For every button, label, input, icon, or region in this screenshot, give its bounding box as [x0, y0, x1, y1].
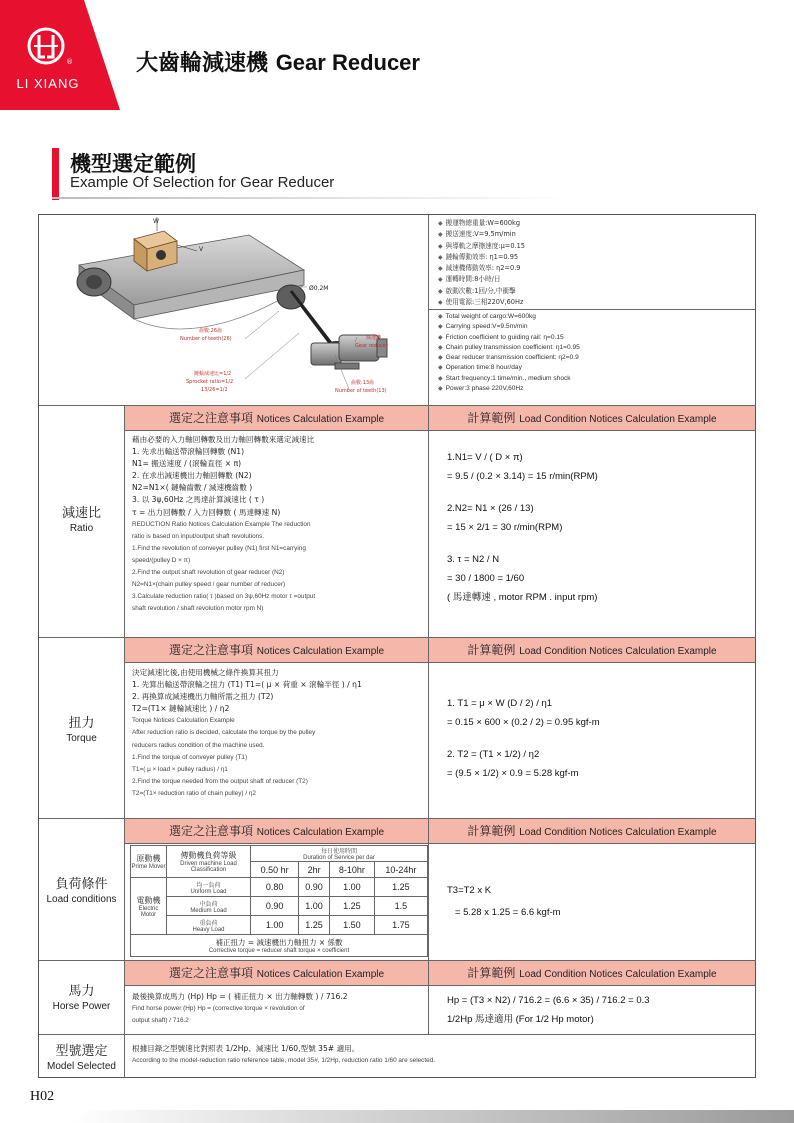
spec-item: ◆ Total weight of cargo:W=600kg [438, 313, 536, 320]
page-title-en: Gear Reducer [275, 50, 420, 75]
factor-cell: 1.5 [374, 897, 427, 916]
factor-cell: 1.25 [329, 897, 374, 916]
bullet-icon: ◆ [438, 355, 443, 362]
sprocket-calc: 13/26=1/2 [201, 387, 228, 393]
factor-cell: 0.80 [251, 878, 299, 897]
teeth13-en: Number of teeth(13) [335, 388, 387, 394]
load-calc: T3=T2 x K = 5.28 x 1.25 = 6.6 kgf-m [447, 885, 561, 918]
bullet-icon: ◆ [438, 314, 443, 320]
calc-header: 計算範例 Load Condition Notices Calculation Example [429, 819, 755, 843]
spec-item: ◆ 使用電源:三相220V,60Hz [438, 298, 524, 307]
row-divider [124, 843, 756, 844]
factor-cell: 1.00 [251, 916, 299, 935]
page-code: H02 [30, 1089, 55, 1104]
load-factor-table [130, 845, 428, 957]
torque-notes: 決定減速比後,由使用機械之條件換算其扭力 1. 先算出輸送帶滾輪之扭力 (T1) T1=( μ × 荷重 × 滾輪半徑 ) / η1 2. 再換算成減速機出力軸所需之扭力 (T2) T2=(T1× 鏈輪減速比 ) / η2 Torque Notices Calculation Example After reduction ratio is decided, calculate the torque by the pulley reducers radius condition of the machine used. 1.Find the torque of conveyer pulley (T1) T1=( μ × load × pulley radius) / η1 2.Find the torque needed from the output shaft of reducer (T2) T2=(T1× reduction ratio of chain pulley) / η2 [132, 668, 362, 797]
weight-label: W [153, 218, 159, 225]
notes-header: 選定之注意事項 Notices Calculation Example [125, 638, 428, 662]
duration-header: 每日使用時間 Duration of Service per dar [251, 846, 428, 862]
factor-cell: 0.90 [299, 878, 330, 897]
bullet-icon: ◆ [438, 386, 443, 393]
spec-item: ◆ Chain pulley transmission coefficient: η1=0.95 [438, 343, 580, 351]
bullet-icon: ◆ [438, 242, 443, 250]
teeth26-zh: 齒數:26齒 [199, 328, 223, 334]
bullet-icon: ◆ [438, 265, 443, 273]
calc-header: 計算範例 Load Condition Notices Calculation Example [429, 638, 755, 662]
torque-calc: 1. T1 = μ × W (D / 2) / η1 = 0.15 × 600 × (0.2 / 2) = 0.95 kgf-m 2. T2 = (T1 × 1/2) / η2 = (9.5 × 1/2) × 0.9 = 5.28 kgf-m [447, 698, 600, 779]
model-text: 根據目錄之型號速比對照表 1/2Hp、減速比 1/60,型號 35# 適用。 According to the model-reduction ratio reference table, model 35#, 1/2Hp, reduction ratio 1/60 are selected. [132, 1044, 436, 1065]
load-class-cell: 中負荷 Medium Load [167, 897, 251, 916]
calc-header: 計算範例 Load Condition Notices Calculation Example [429, 961, 755, 985]
spec-item: ◆ 搬運物總重量:W=600kg [438, 219, 521, 227]
registered-mark: ® [66, 58, 73, 66]
notes-header: 選定之注意事項 Notices Calculation Example [125, 819, 428, 843]
ratio-notes: 藉由必要的入力軸回轉數及出力軸回轉數來選定減速比 1. 先求出輸送帶滾輪回轉數 (N1) N1= 搬送速度 / (滾輪直徑 × π) 2. 在求出減速機出力軸回轉數 (N2) N2=N1×( 鏈輪齒數 / 減速機齒數 ) 3. 以 3ψ,60Hz 之馬達計算減速比 ( τ ) τ = 出力回轉數 / 入力回轉數 ( 馬達轉速 N) REDUCTION Ratio Notices Calculation Example The reduction ratio is based on input/output shaft revolutions. 1.Find the revolution of conveyer pulley (N1) first N1=carrying speed/(pulley D × π) 2.Find the output shaft revolution of gear reducer (N2) N2=N1×(chain pulley speed / gear number of reducer) 3.Calculate reduction ratio( τ )based on 3ψ,60Hz motor τ =output shaft revolution / shaft revolution motor rpm N) [132, 435, 316, 613]
sprocket-zh: 鏈輪減速比=1/2 [194, 371, 232, 377]
brand-name: LI XIANG [16, 76, 80, 91]
corrective-torque-note: 補正扭力 = 減速機出力軸扭力 × 係數 Corrective torque = reducer shaft torque × coefficient [131, 935, 428, 957]
section-title-en: Example Of Selection for Gear Reducer [70, 174, 335, 191]
ratio-label: 減速比 Ratio [61, 506, 101, 534]
spec-item: ◆ 啟動次數:1回/分,中衝擊 [438, 286, 516, 295]
notes-header: 選定之注意事項 Notices Calculation Example [125, 961, 428, 985]
bullet-icon: ◆ [438, 253, 443, 261]
spec-item: ◆ Friction coefficient to guiding rail: η=0.15 [438, 333, 564, 341]
spec-item: ◆ 運轉時間:8小時/日 [438, 275, 501, 284]
teeth26-en: Number of teeth(26) [180, 336, 232, 342]
factor-cell: 1.75 [374, 916, 427, 935]
model-label: 型號選定 Model Selected [47, 1044, 116, 1072]
sprocket-en: Sprocket ratio=1/2 [186, 379, 234, 385]
speed-label: V [199, 246, 204, 253]
page-title-zh: 大齒輪減速機 [136, 51, 269, 76]
hours-cell: 2hr [299, 862, 330, 878]
spec-item: ◆ 鏈輪傳動效率: η1=0.95 [438, 252, 519, 261]
bullet-icon: ◆ [438, 220, 443, 227]
spec-item: ◆ Power:3 phase 220V,60Hz [438, 385, 524, 393]
prime-mover-header: 原動機 Prime Mover [131, 846, 167, 878]
factor-cell: 1.00 [299, 897, 330, 916]
ratio-calc: 1.N1= V / ( D × π) = 9.5 / (0.2 × 3.14) = 15 r/min(RPM) 2.N2= N1 × (26 / 13) = 15 × 2/1 = 30 r/min(RPM) 3. τ = N2 / N = 30 / 1800 = 1/60 ( 馬達轉速 , motor RPM . input rpm) [447, 452, 598, 603]
notes-header: 選定之注意事項 Notices Calculation Example [125, 406, 428, 430]
reducer-en: Gear reducer [355, 343, 388, 349]
section-accent-bar [52, 148, 59, 200]
bullet-icon: ◆ [438, 344, 443, 351]
bullet-icon: ◆ [438, 375, 443, 382]
factor-cell: 1.25 [374, 878, 427, 897]
reducer-zh: 減速機 [366, 335, 382, 341]
hours-cell: 10-24hr [374, 862, 427, 878]
load-label: 負荷條件 Load conditions [46, 877, 117, 905]
section-title-zh: 機型選定範例 [70, 152, 196, 176]
spec-item: ◆ 搬送速度:V=9.5m/min [438, 230, 516, 239]
bullet-icon: ◆ [438, 324, 443, 331]
page-title [136, 46, 420, 77]
bullet-icon: ◆ [438, 287, 443, 295]
spec-item: ◆ Gear reducer transmission coefficient: η2=0.9 [438, 354, 579, 362]
spec-divider [428, 309, 756, 310]
row-divider [124, 430, 756, 431]
footer-bar [70, 1110, 794, 1123]
spec-item: ◆ Start frequency:1 time/min., medium shock [438, 374, 571, 382]
power-label: 馬力 Horse Power [52, 984, 111, 1012]
load-class-cell: 重負荷 Heavy Load [167, 916, 251, 935]
spec-item: ◆ 減速機傳動效率: η2=0.9 [438, 264, 521, 273]
bullet-icon: ◆ [438, 231, 443, 239]
factor-cell: 1.50 [329, 916, 374, 935]
spec-item: ◆ Carrying speed:V=9.5m/min [438, 323, 528, 331]
conveyor-diagram [39, 215, 429, 405]
factor-cell: 1.00 [329, 878, 374, 897]
diameter-label: Ø0.2M [309, 285, 329, 292]
load-class-header: 傳動機負荷等級 Driven machine Load Classification [167, 846, 251, 878]
spec-item: ◆ Operation time:8 hour/day [438, 364, 522, 372]
load-class-cell: 均一負荷 Uniform Load [167, 878, 251, 897]
bullet-icon: ◆ [438, 276, 443, 284]
teeth13-zh: 齒數:13齒 [351, 380, 375, 386]
row-divider [124, 985, 756, 986]
hours-cell: 8-10hr [329, 862, 374, 878]
torque-label: 扭力 Torque [66, 716, 97, 744]
bullet-icon: ◆ [438, 334, 443, 341]
factor-cell: 1.25 [299, 916, 330, 935]
spec-list-en [438, 312, 580, 394]
row-divider [124, 662, 756, 663]
power-calc: Hp = (T3 × N2) / 716.2 = (6.6 × 35) / 716.2 = 0.3 1/2Hp 馬達適用 (For 1/2 Hp motor) [447, 995, 650, 1025]
calc-header: 計算範例 Load Condition Notices Calculation Example [429, 406, 755, 430]
bullet-icon: ◆ [438, 299, 443, 307]
brand-logo-icon [26, 26, 66, 66]
spec-list-zh [438, 218, 525, 308]
bullet-icon: ◆ [438, 365, 443, 372]
spec-item: ◆ 與導軌之摩擦速度:μ=0.15 [438, 241, 525, 250]
power-notes: 最後換算成馬力 (Hp) Hp = ( 補正扭力 × 出力軸轉數 ) / 716.2 Find horse power (Hp) Hp = (corrective torque × revolution of output shaft) / 716.2 [132, 992, 348, 1025]
hours-cell: 0.50 hr [251, 862, 299, 878]
factor-cell: 0.90 [251, 897, 299, 916]
row-divider [39, 1034, 756, 1035]
electric-motor-cell: 電動機 Electric Motor [131, 878, 167, 935]
section-underline [52, 197, 572, 199]
